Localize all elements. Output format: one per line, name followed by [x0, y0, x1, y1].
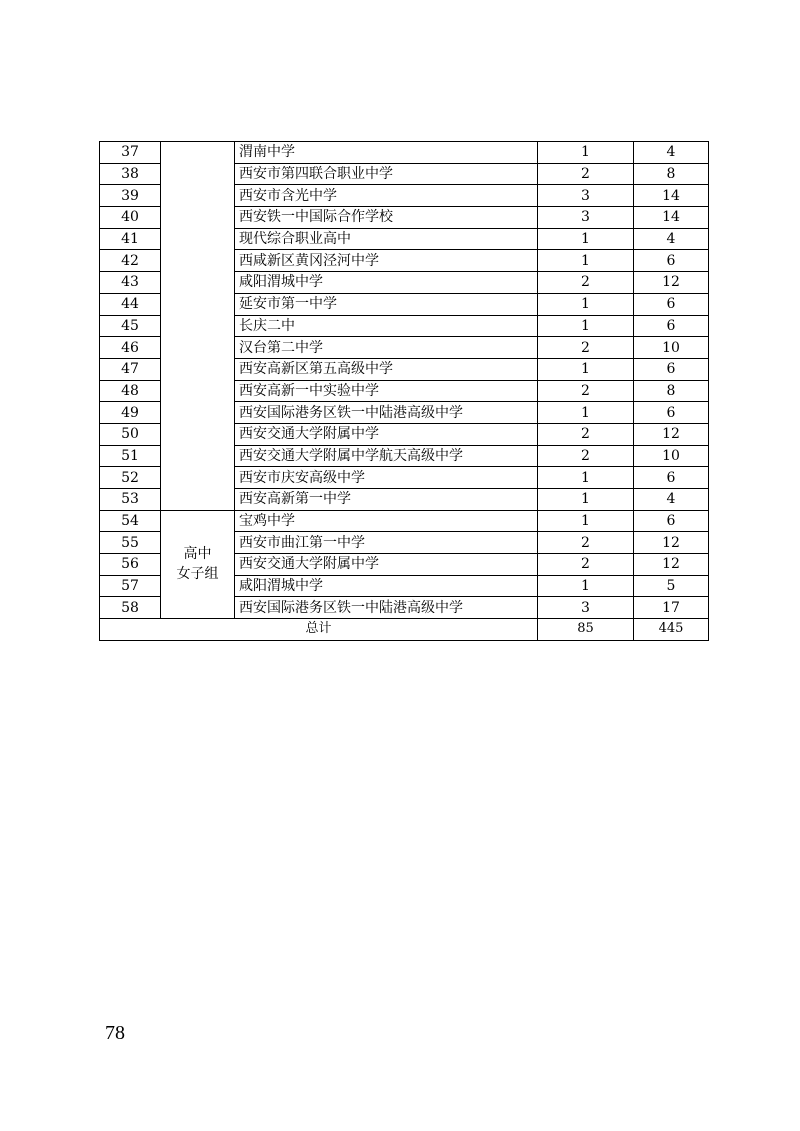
- player-count: 8: [634, 163, 709, 185]
- registration-table: [99, 141, 709, 641]
- row-number: 47: [100, 358, 161, 380]
- player-count: 10: [634, 337, 709, 359]
- school-name: 宝鸡中学: [235, 510, 538, 532]
- row-number: 40: [100, 207, 161, 229]
- table-row: [100, 510, 709, 532]
- row-number: 49: [100, 402, 161, 424]
- school-name: 咸阳渭城中学: [235, 272, 538, 294]
- player-count: 5: [634, 575, 709, 597]
- player-count: 12: [634, 272, 709, 294]
- player-count: 12: [634, 423, 709, 445]
- player-count: 6: [634, 402, 709, 424]
- row-number: 44: [100, 293, 161, 315]
- total-row: [100, 619, 709, 641]
- total-label: 总计: [100, 619, 538, 641]
- row-number: 42: [100, 250, 161, 272]
- school-name: 西安交通大学附属中学: [235, 554, 538, 576]
- team-count: 1: [538, 489, 634, 511]
- team-count: 1: [538, 358, 634, 380]
- team-count: 2: [538, 532, 634, 554]
- group-label-line1: 高中: [183, 546, 212, 563]
- row-number: 54: [100, 510, 161, 532]
- row-number: 45: [100, 315, 161, 337]
- team-count: 2: [538, 380, 634, 402]
- row-number: 39: [100, 185, 161, 207]
- row-number: 48: [100, 380, 161, 402]
- row-number: 53: [100, 489, 161, 511]
- team-count: 1: [538, 250, 634, 272]
- school-name: 西咸新区黄冈泾河中学: [235, 250, 538, 272]
- school-name: 长庆二中: [235, 315, 538, 337]
- team-count: 2: [538, 554, 634, 576]
- row-number: 58: [100, 597, 161, 619]
- page-number: 78: [105, 1022, 125, 1044]
- school-name: 现代综合职业高中: [235, 228, 538, 250]
- team-count: 1: [538, 402, 634, 424]
- school-name: 西安市第四联合职业中学: [235, 163, 538, 185]
- group-label-line2: 女子组: [176, 566, 219, 583]
- team-count: 2: [538, 272, 634, 294]
- row-number: 46: [100, 337, 161, 359]
- team-count: 2: [538, 445, 634, 467]
- team-count: 1: [538, 510, 634, 532]
- school-name: 西安交通大学附属中学航天高级中学: [235, 445, 538, 467]
- player-count: 6: [634, 293, 709, 315]
- team-count: 1: [538, 575, 634, 597]
- total-team-count: 85: [538, 619, 634, 641]
- player-count: 12: [634, 554, 709, 576]
- player-count: 6: [634, 467, 709, 489]
- player-count: 14: [634, 185, 709, 207]
- team-count: 1: [538, 315, 634, 337]
- team-count: 1: [538, 293, 634, 315]
- school-name: 西安市含光中学: [235, 185, 538, 207]
- school-name: 汉台第二中学: [235, 337, 538, 359]
- table-row: [100, 142, 709, 164]
- school-name: 西安市曲江第一中学: [235, 532, 538, 554]
- school-name: 西安市庆安高级中学: [235, 467, 538, 489]
- player-count: 17: [634, 597, 709, 619]
- school-name: 西安国际港务区铁一中陆港高级中学: [235, 597, 538, 619]
- row-number: 55: [100, 532, 161, 554]
- team-count: 2: [538, 423, 634, 445]
- player-count: 6: [634, 510, 709, 532]
- school-name: 西安高新第一中学: [235, 489, 538, 511]
- school-name: 咸阳渭城中学: [235, 575, 538, 597]
- row-number: 52: [100, 467, 161, 489]
- player-count: 6: [634, 315, 709, 337]
- row-number: 37: [100, 142, 161, 164]
- player-count: 4: [634, 228, 709, 250]
- row-number: 38: [100, 163, 161, 185]
- row-number: 56: [100, 554, 161, 576]
- team-count: 2: [538, 337, 634, 359]
- player-count: 4: [634, 489, 709, 511]
- total-player-count: 445: [634, 619, 709, 641]
- team-count: 3: [538, 185, 634, 207]
- player-count: 6: [634, 250, 709, 272]
- team-count: 3: [538, 597, 634, 619]
- player-count: 12: [634, 532, 709, 554]
- player-count: 10: [634, 445, 709, 467]
- row-number: 43: [100, 272, 161, 294]
- school-name: 西安高新区第五高级中学: [235, 358, 538, 380]
- team-count: 1: [538, 228, 634, 250]
- team-count: 1: [538, 467, 634, 489]
- group-cell-continued: [161, 142, 235, 511]
- row-number: 57: [100, 575, 161, 597]
- player-count: 4: [634, 142, 709, 164]
- school-name: 西安交通大学附属中学: [235, 423, 538, 445]
- team-count: 3: [538, 207, 634, 229]
- school-name: 西安铁一中国际合作学校: [235, 207, 538, 229]
- school-name: 渭南中学: [235, 142, 538, 164]
- row-number: 51: [100, 445, 161, 467]
- row-number: 50: [100, 423, 161, 445]
- group-cell-girls: [161, 510, 235, 618]
- school-name: 西安高新一中实验中学: [235, 380, 538, 402]
- row-number: 41: [100, 228, 161, 250]
- player-count: 14: [634, 207, 709, 229]
- player-count: 6: [634, 358, 709, 380]
- team-count: 2: [538, 163, 634, 185]
- player-count: 8: [634, 380, 709, 402]
- school-name: 西安国际港务区铁一中陆港高级中学: [235, 402, 538, 424]
- team-count: 1: [538, 142, 634, 164]
- school-name: 延安市第一中学: [235, 293, 538, 315]
